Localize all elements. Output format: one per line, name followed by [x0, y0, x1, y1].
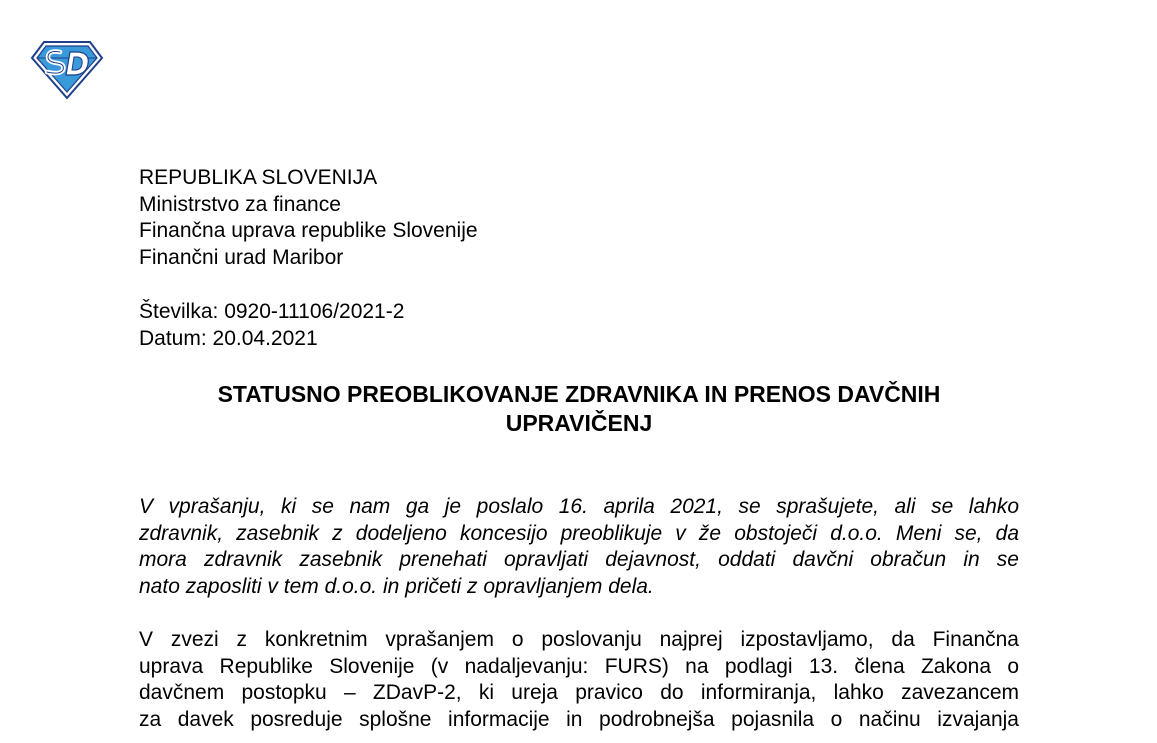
- issuer-line-office: Finančni urad Maribor: [139, 245, 344, 269]
- document-title: [139, 380, 1019, 438]
- issuer-header: [139, 165, 478, 271]
- issuer-line-ministry: Ministrstvo za finance: [139, 192, 341, 216]
- answer-line: davčnem postopku – ZDavP-2, ki ureja pravico do informiranja, lahko zavezancem: [139, 681, 1019, 704]
- question-paragraph: [139, 494, 1019, 600]
- question-line: nato zaposliti v tem d.o.o. in pričeti z opravljanjem dela.: [139, 574, 654, 598]
- sd-diamond-logo-icon: [30, 40, 104, 100]
- organization-logo-icon: [30, 40, 104, 100]
- document-title-line-1: STATUSNO PREOBLIKOVANJE ZDRAVNIKA IN PRENOS DAVČNIH: [217, 381, 941, 407]
- answer-line: V zvezi z konkretnim vprašanjem o poslovanju najprej izpostavljamo, da Finančna: [139, 628, 1019, 651]
- issuer-line-administration: Finančna uprava republike Slovenije: [139, 219, 478, 242]
- answer-line: uprava Republike Slovenije (v nadaljevanju: FURS) na podlagi 13. člena Zakona o: [139, 654, 1019, 678]
- question-line: V vprašanju, ki se nam ga je poslalo 16. aprila 2021, se sprašujete, ali se lahko: [139, 495, 1019, 518]
- answer-paragraph: [139, 627, 1019, 733]
- question-line: zdravnik, zasebnik z dodeljeno koncesijo preoblikuje v že obstoječi d.o.o. Meni se, da: [139, 521, 1019, 545]
- answer-line: za davek posreduje splošne informacije in podrobnejša pojasnila o načinu izvajanja: [139, 707, 1019, 731]
- document-date: Datum: 20.04.2021: [139, 327, 318, 350]
- document-meta: [139, 298, 404, 352]
- document-title-line-2: UPRAVIČENJ: [505, 410, 653, 436]
- question-line: mora zdravnik zasebnik prenehati opravljati dejavnost, oddati davčni obračun in se: [139, 548, 1019, 571]
- issuer-line-republic: REPUBLIKA SLOVENIJA: [139, 166, 378, 189]
- document-number: Številka: 0920-11106/2021-2: [139, 300, 405, 323]
